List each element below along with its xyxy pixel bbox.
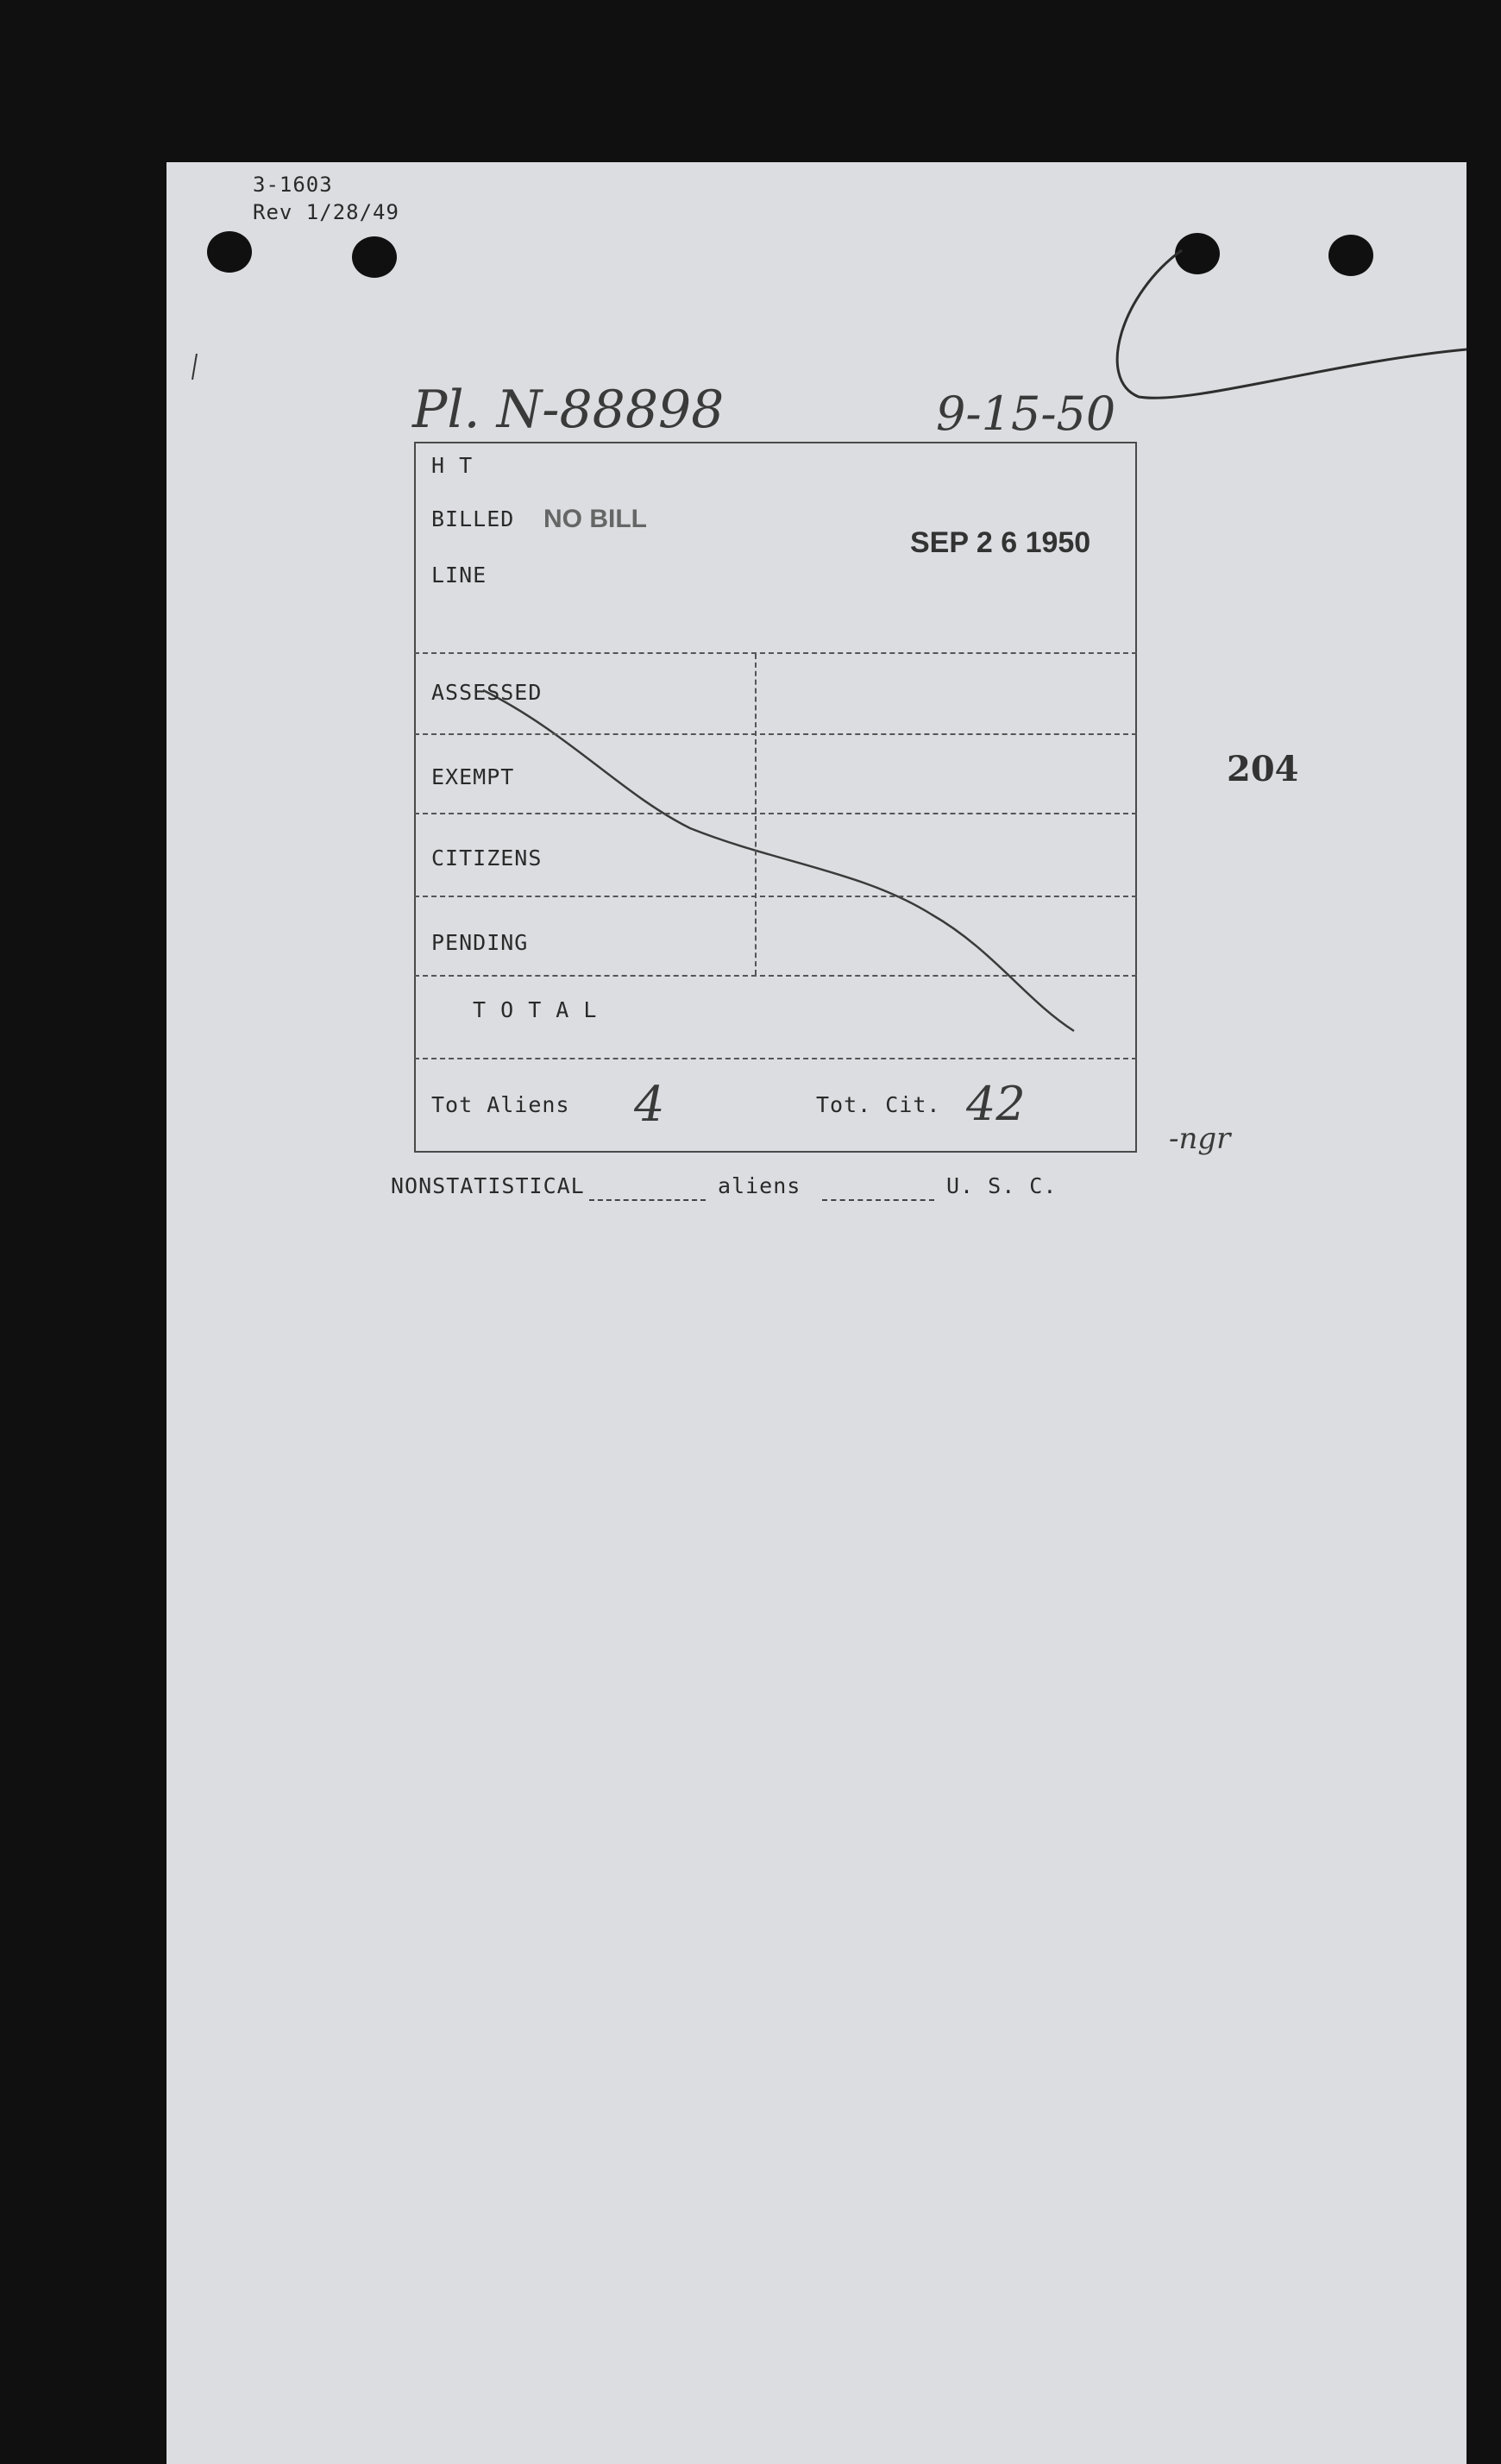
handwritten-file-number: Pl. N-88898 <box>412 380 725 440</box>
row-assessed-label: ASSESSED <box>431 680 543 705</box>
row-citizens-label: CITIZENS <box>431 845 543 871</box>
nonstatistical-blank <box>589 1199 706 1201</box>
aliens-label: aliens <box>718 1173 801 1198</box>
aliens-blank <box>822 1199 934 1201</box>
form-revision: Rev 1/28/49 <box>253 200 399 224</box>
handwritten-initials: -ngr <box>1169 1122 1231 1156</box>
ht-label: H T <box>431 453 474 478</box>
nonstatistical-label: NONSTATISTICAL <box>391 1173 585 1198</box>
total-label: T O T A L <box>473 997 598 1022</box>
tot-cit-value: 42 <box>966 1077 1026 1131</box>
billed-label: BILLED <box>431 506 515 531</box>
tot-cit-label: Tot. Cit. <box>816 1092 941 1117</box>
form-column-divider <box>755 654 757 975</box>
handwritten-date: 9-15-50 <box>936 387 1116 441</box>
line-label: LINE <box>431 563 487 588</box>
form-number: 3-1603 <box>253 173 333 197</box>
form-divider <box>414 733 1137 735</box>
date-stamp: SEP 2 6 1950 <box>910 526 1091 559</box>
page-number: 204 <box>1227 749 1299 789</box>
tot-aliens-value: 4 <box>634 1077 665 1133</box>
form-divider <box>414 652 1137 654</box>
usc-label: U. S. C. <box>946 1173 1058 1198</box>
form-divider <box>414 1058 1137 1059</box>
tot-aliens-label: Tot Aliens <box>431 1092 570 1117</box>
row-exempt-label: EXEMPT <box>431 764 515 789</box>
form-divider <box>414 975 1137 977</box>
row-pending-label: PENDING <box>431 930 529 955</box>
form-divider <box>414 896 1137 897</box>
no-bill-stamp: NO BILL <box>543 505 647 533</box>
form-divider <box>414 813 1137 814</box>
